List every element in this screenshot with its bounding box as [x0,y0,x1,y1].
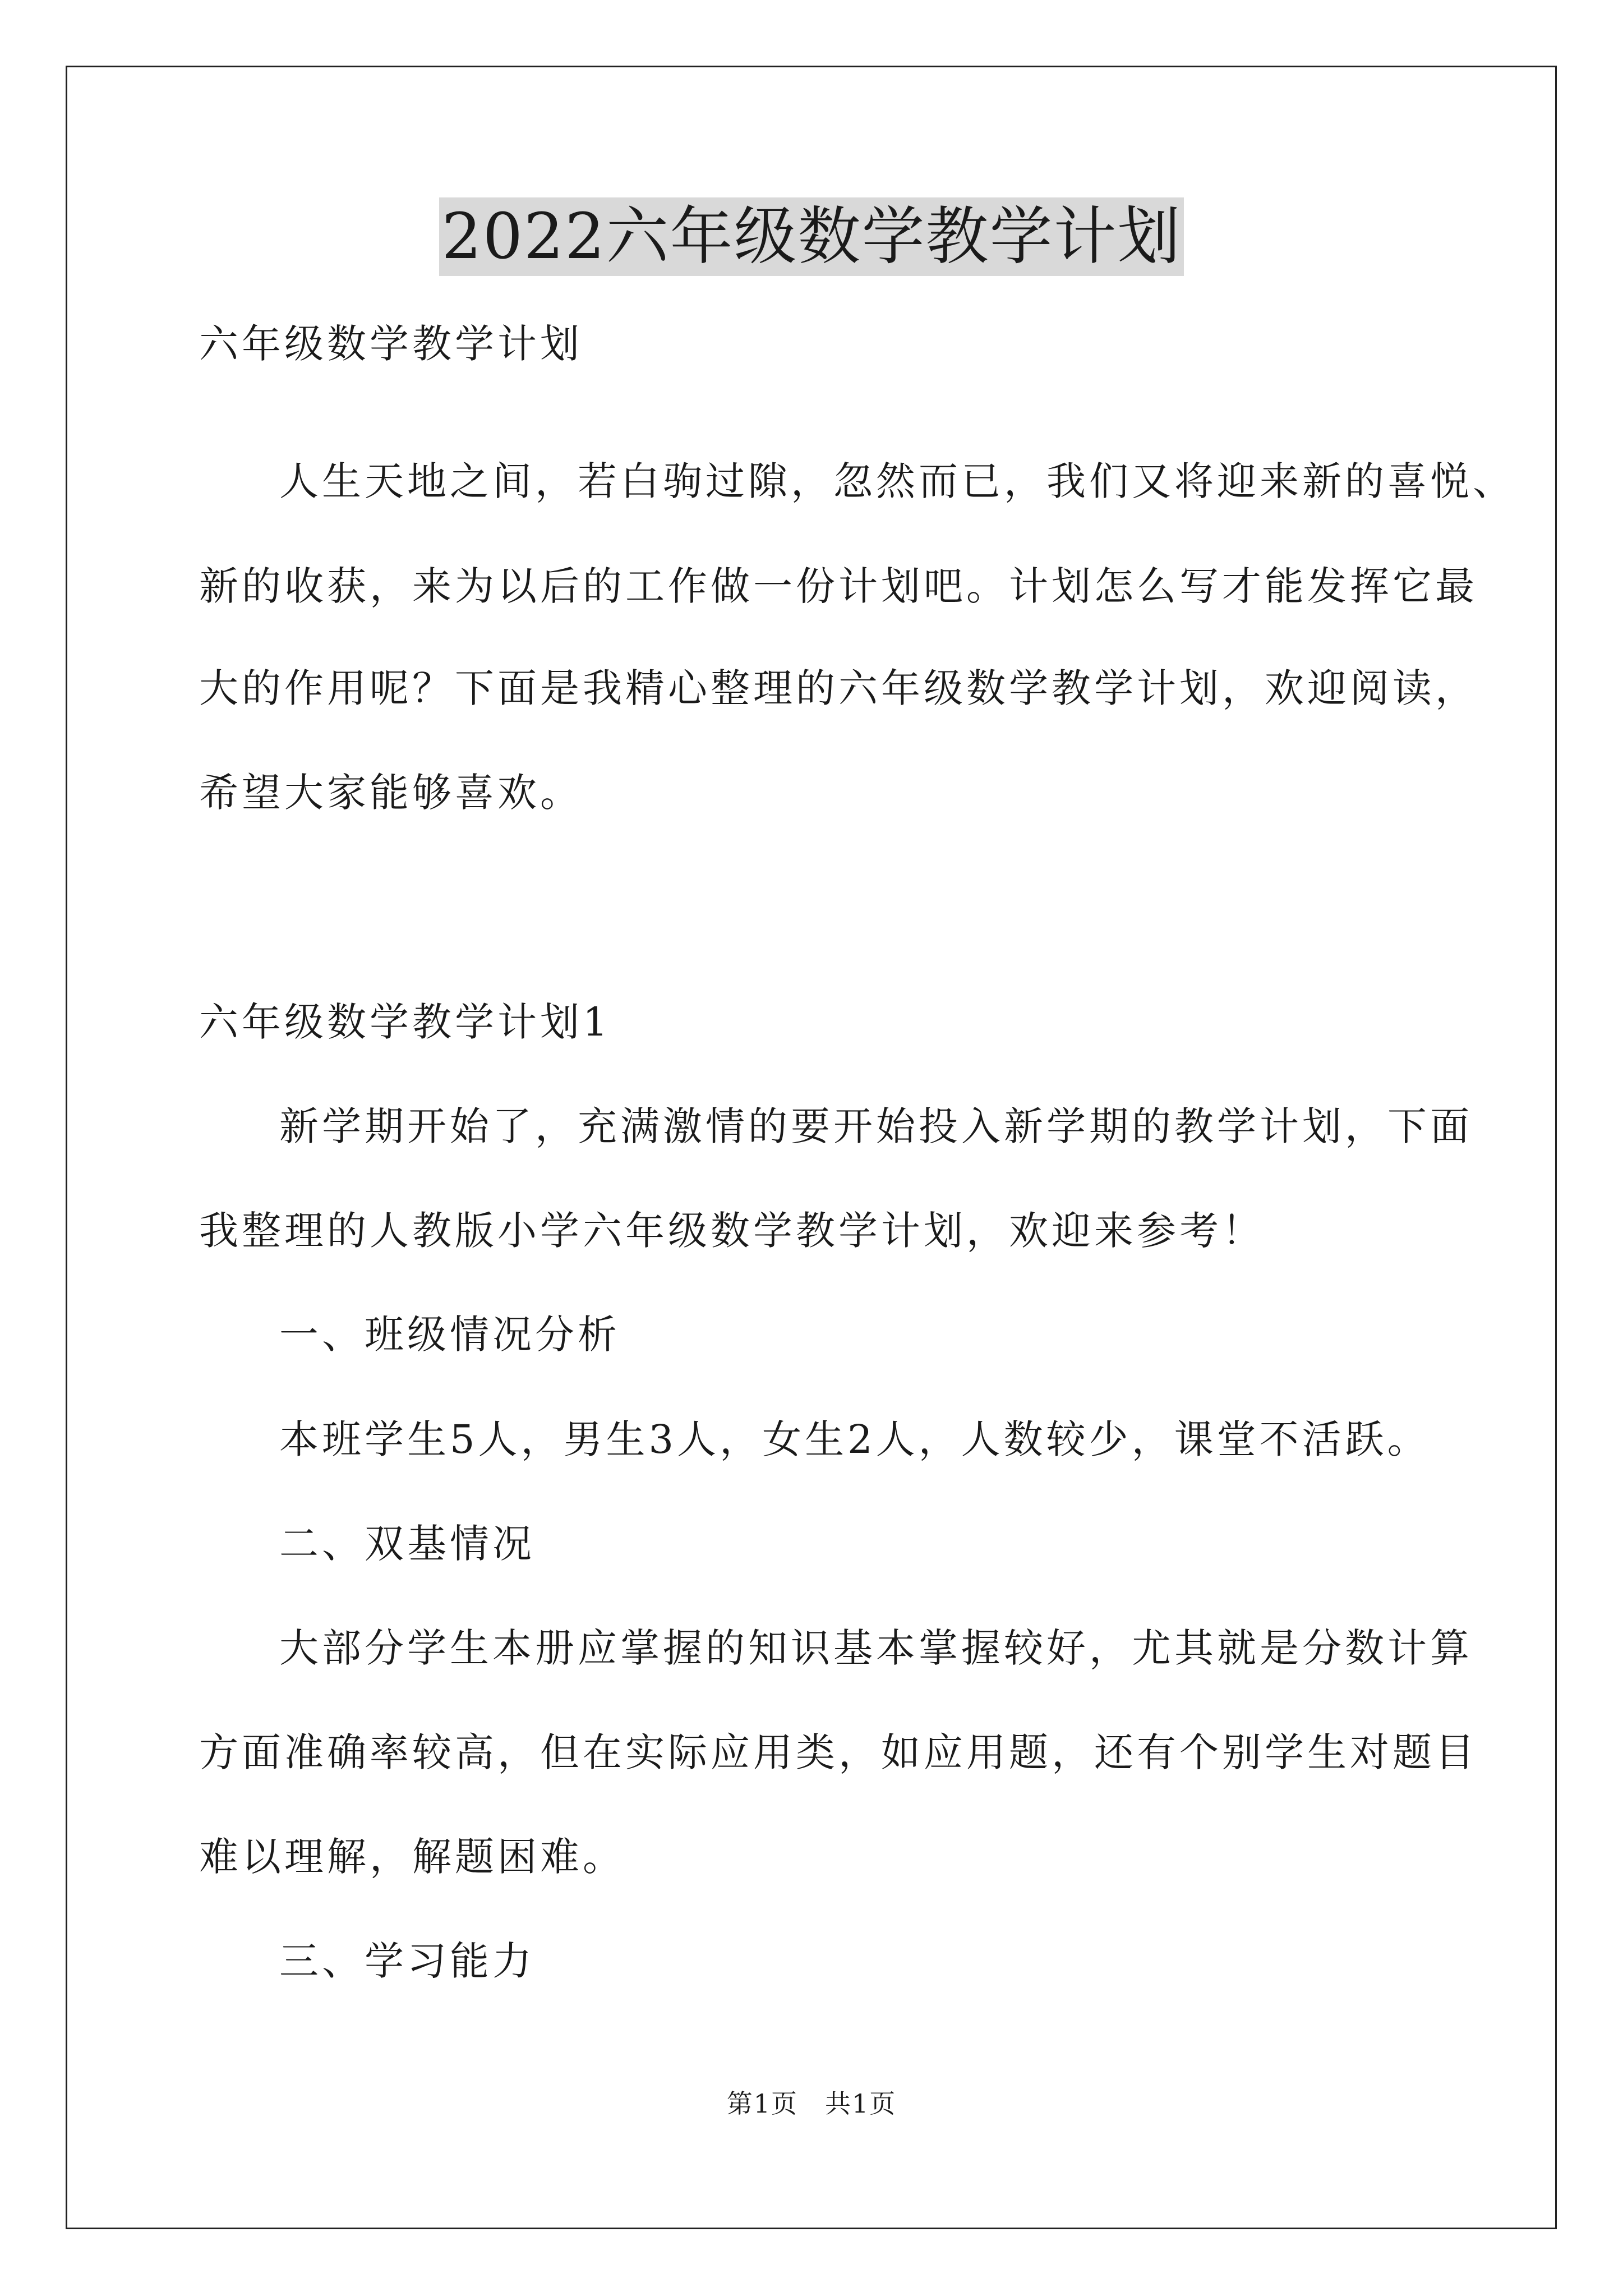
paragraph-line: 方面准确率较高，但在实际应用类，如应用题，还有个别学生对题目 [199,1729,1478,1775]
page-number: 第1页 [726,2088,798,2119]
page-footer [0,2087,1623,2120]
paragraph-line: 希望大家能够喜欢。 [199,770,583,816]
paragraph-line: 大的作用呢？下面是我精心整理的六年级数学教学计划，欢迎阅读， [199,665,1478,711]
paragraph-line: 新的收获，来为以后的工作做一份计划吧。计划怎么写才能发挥它最 [199,563,1478,609]
paragraph-line: 我整理的人教版小学六年级数学教学计划，欢迎来参考！ [199,1208,1265,1254]
document-title: 2022六年级数学教学计划 [439,197,1183,276]
subsection-heading: 一、班级情况分析 [279,1312,620,1358]
paragraph-line: 本班学生5人，男生3人，女生2人，人数较少，课堂不活跃。 [279,1416,1430,1462]
paragraph-line: 人生天地之间，若白驹过隙，忽然而已，我们又将迎来新的喜悦、 [279,458,1515,504]
subsection-heading: 二、双基情况 [279,1521,535,1567]
subsection-heading: 三、学习能力 [279,1938,535,1984]
section-heading-intro: 六年级数学教学计划 [199,321,583,367]
paragraph-line: 大部分学生本册应掌握的知识基本掌握较好，尤其就是分数计算 [279,1625,1473,1671]
section-heading-plan-1: 六年级数学教学计划1 [199,999,611,1045]
title-container [0,197,1623,276]
paragraph-line: 新学期开始了，充满激情的要开始投入新学期的教学计划，下面 [279,1103,1473,1149]
page-total: 共1页 [825,2088,897,2119]
paragraph-line: 难以理解，解题困难。 [199,1834,625,1880]
